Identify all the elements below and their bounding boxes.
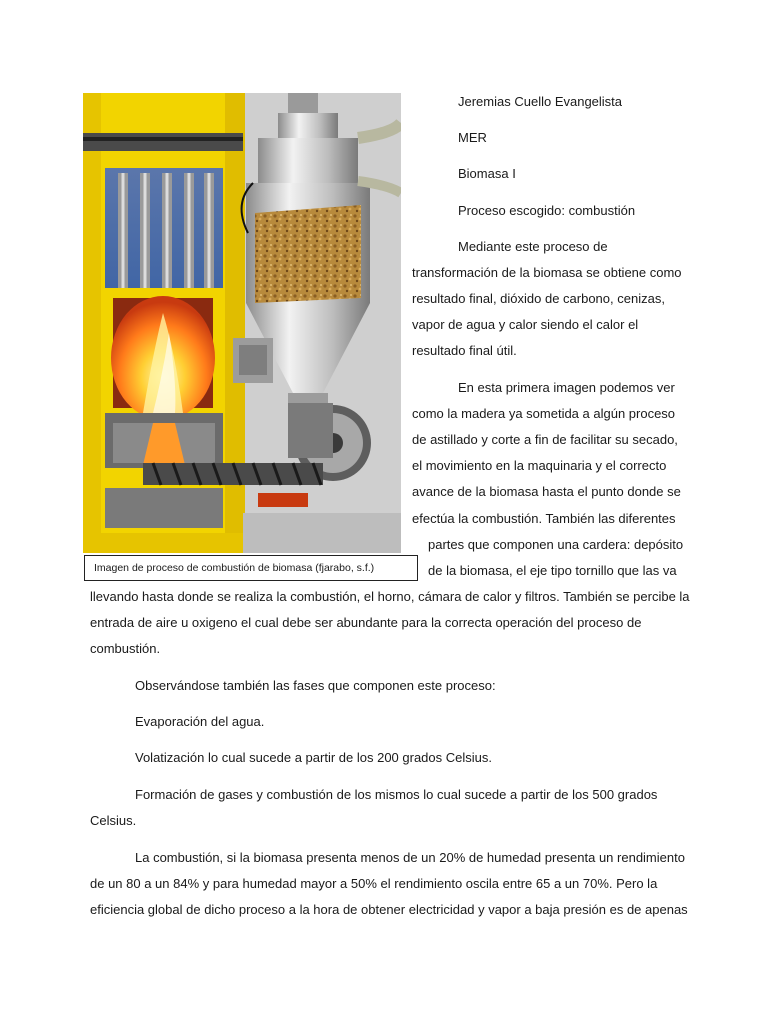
paragraph-line: En esta primera imagen podemos ver [458, 380, 675, 395]
paragraph-line: partes que componen una cardera: depósito [428, 537, 684, 552]
course-name: MER [458, 130, 487, 145]
paragraph-line: de un 80 a un 84% y para humedad mayor a 50% el rendimiento oscila entre 65 a un 70%. Pero la [90, 876, 658, 891]
paragraph-line: combustión. [90, 641, 161, 656]
paragraph-line: llevando hasta donde se realiza la combustión, el horno, cámara de calor y filtros. También se percibe la [90, 589, 690, 604]
paragraph-line: vapor de agua y calor siendo el calor el [412, 317, 639, 332]
chosen-process: Proceso escogido: combustión [458, 203, 636, 218]
paragraph-line: como la madera ya sometida a algún proceso [412, 406, 676, 421]
figure-caption: Imagen de proceso de combustión de biomasa (fjarabo, s.f.) [84, 555, 418, 581]
paragraph-line: de astillado y corte a fin de facilitar su secado, [412, 432, 678, 447]
paragraph-line: entrada de aire u oxigeno el cual debe ser abundante para la correcta operación del proceso de [90, 615, 642, 630]
paragraph-line: resultado final útil. [412, 343, 517, 358]
paragraph-line: el movimiento en la maquinaria y el correcto [412, 458, 667, 473]
subject-name: Biomasa I [458, 166, 516, 181]
paragraph-line: eficiencia global de dicho proceso a la hora de obtener electricidad y vapor a baja presión es de apenas [90, 902, 688, 917]
paragraph-line: transformación de la biomasa se obtiene como [412, 265, 682, 280]
paragraph-line: avance de la biomasa hasta el punto donde se [412, 484, 681, 499]
paragraph-line: resultado final, dióxido de carbono, cenizas, [412, 291, 665, 306]
biomass-boiler-illustration [83, 93, 401, 553]
author-name: Jeremias Cuello Evangelista [458, 94, 623, 109]
paragraph-line: Evaporación del agua. [135, 714, 265, 729]
paragraph-line: de la biomasa, el eje tipo tornillo que las va [428, 563, 677, 578]
paragraph-line: Volatización lo cual sucede a partir de los 200 grados Celsius. [135, 750, 492, 765]
paragraph-line: Formación de gases y combustión de los mismos lo cual sucede a partir de los 500 grados [135, 787, 658, 802]
paragraph-line: La combustión, si la biomasa presenta menos de un 20% de humedad presenta un rendimiento [135, 850, 685, 865]
paragraph-line: efectúa la combustión. También las diferentes [412, 511, 676, 526]
paragraph-line: Mediante este proceso de [458, 239, 608, 254]
paragraph-line: Celsius. [90, 813, 137, 828]
paragraph-line: Observándose también las fases que componen este proceso: [135, 678, 496, 693]
